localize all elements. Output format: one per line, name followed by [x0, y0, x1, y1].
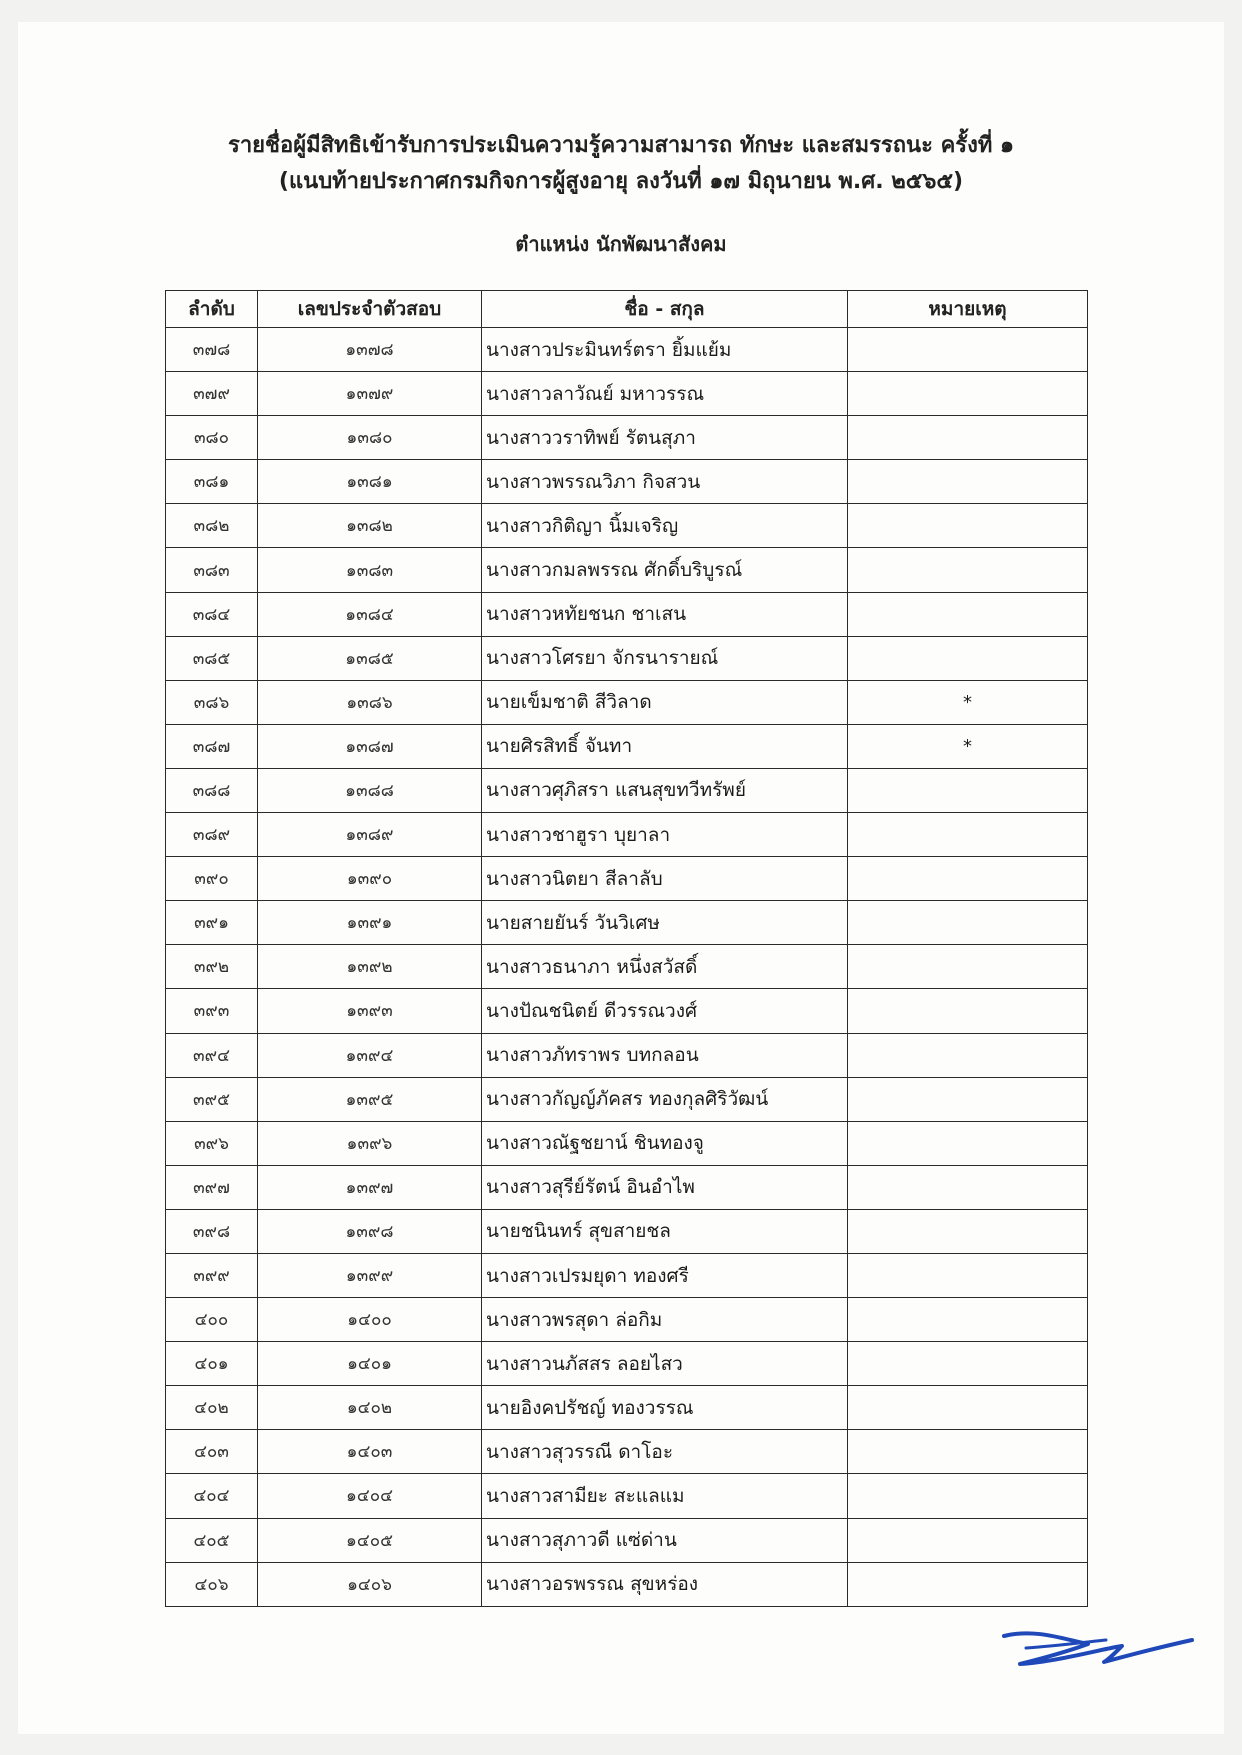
row-remark — [848, 1121, 1088, 1165]
row-remark — [848, 768, 1088, 812]
table-header-row — [166, 291, 1088, 328]
row-remark — [848, 416, 1088, 460]
row-full-name: นางสาวโศรยา จักรนารายณ์ — [482, 636, 848, 680]
row-order-number: ๓๘๗ — [166, 724, 258, 768]
row-remark — [848, 1342, 1088, 1386]
row-order-number: ๓๙๙ — [166, 1253, 258, 1297]
table-row — [166, 592, 1088, 636]
row-full-name: นางสาวณัฐชยาน์ ชินทองจู — [482, 1121, 848, 1165]
row-remark — [848, 813, 1088, 857]
row-exam-id: ๑๓๗๙ — [258, 372, 482, 416]
row-order-number: ๔๐๐ — [166, 1298, 258, 1342]
row-remark — [848, 1430, 1088, 1474]
row-remark — [848, 901, 1088, 945]
column-header-name: ชื่อ - สกุล — [482, 291, 848, 328]
row-exam-id: ๑๓๘๐ — [258, 416, 482, 460]
row-remark — [848, 945, 1088, 989]
row-exam-id: ๑๓๙๕ — [258, 1077, 482, 1121]
row-exam-id: ๑๓๘๒ — [258, 504, 482, 548]
row-full-name: นางสาวกิติญา นิ้มเจริญ — [482, 504, 848, 548]
table-row — [166, 680, 1088, 724]
column-header-order: ลำดับ — [166, 291, 258, 328]
row-full-name: นายเข็มชาติ สีวิลาด — [482, 680, 848, 724]
table-row — [166, 1121, 1088, 1165]
document-title: รายชื่อผู้มีสิทธิเข้ารับการประเมินความรู้ความสามารถ ทักษะ และสมรรถนะ ครั้งที่ ๑ — [228, 133, 1014, 158]
position-title: ตำแหน่ง นักพัฒนาสังคม — [515, 232, 727, 256]
row-full-name: นางสาวกัญญ์ภัคสร ทองกุลศิริวัฒน์ — [482, 1077, 848, 1121]
row-remark — [848, 460, 1088, 504]
table-row — [166, 416, 1088, 460]
row-remark — [848, 1386, 1088, 1430]
row-full-name: นายอิงคปรัชญ์ ทองวรรณ — [482, 1386, 848, 1430]
row-remark — [848, 1209, 1088, 1253]
row-exam-id: ๑๓๘๖ — [258, 680, 482, 724]
row-remark — [848, 548, 1088, 592]
row-order-number: ๓๙๐ — [166, 857, 258, 901]
row-order-number: ๓๘๖ — [166, 680, 258, 724]
table-body — [166, 328, 1088, 1607]
row-remark — [848, 372, 1088, 416]
row-remark — [848, 1562, 1088, 1606]
table-row — [166, 901, 1088, 945]
document-subtitle: (แนบท้ายประกาศกรมกิจการผู้สูงอายุ ลงวันที่ ๑๗ มิถุนายน พ.ศ. ๒๕๖๕) — [278, 169, 964, 194]
table-row — [166, 1562, 1088, 1606]
row-order-number: ๓๘๙ — [166, 813, 258, 857]
row-exam-id: ๑๔๐๖ — [258, 1562, 482, 1606]
row-exam-id: ๑๓๙๑ — [258, 901, 482, 945]
row-remark — [848, 857, 1088, 901]
row-remark — [848, 1077, 1088, 1121]
row-order-number: ๓๘๓ — [166, 548, 258, 592]
row-order-number: ๔๐๖ — [166, 1562, 258, 1606]
row-full-name: นางสาวพรรณวิภา กิจสวน — [482, 460, 848, 504]
column-header-remark: หมายเหตุ — [848, 291, 1088, 328]
row-order-number: ๓๘๐ — [166, 416, 258, 460]
row-remark — [848, 1253, 1088, 1297]
row-exam-id: ๑๔๐๐ — [258, 1298, 482, 1342]
row-exam-id: ๑๓๙๔ — [258, 1033, 482, 1077]
table-row — [166, 1386, 1088, 1430]
row-exam-id: ๑๔๐๑ — [258, 1342, 482, 1386]
table-row — [166, 724, 1088, 768]
table-row — [166, 328, 1088, 372]
row-exam-id: ๑๓๙๙ — [258, 1253, 482, 1297]
row-exam-id: ๑๔๐๓ — [258, 1430, 482, 1474]
row-full-name: นางสาวสุวรรณี ดาโอะ — [482, 1430, 848, 1474]
row-order-number: ๔๐๔ — [166, 1474, 258, 1518]
row-order-number: ๔๐๑ — [166, 1342, 258, 1386]
row-remark — [848, 989, 1088, 1033]
row-full-name: นางสาวสามียะ สะแลแม — [482, 1474, 848, 1518]
row-full-name: นางสาวสุรีย์รัตน์ อินอำไพ — [482, 1165, 848, 1209]
row-order-number: ๔๐๒ — [166, 1386, 258, 1430]
row-order-number: ๔๐๓ — [166, 1430, 258, 1474]
row-exam-id: ๑๓๙๘ — [258, 1209, 482, 1253]
row-order-number: ๓๙๑ — [166, 901, 258, 945]
row-full-name: นางสาวประมินทร์ตรา ยิ้มแย้ม — [482, 328, 848, 372]
table-row — [166, 1342, 1088, 1386]
row-full-name: นางสาวสุภาวดี แซ่ด่าน — [482, 1518, 848, 1562]
row-order-number: ๓๙๖ — [166, 1121, 258, 1165]
row-remark: * — [848, 680, 1088, 724]
row-full-name: นายสายยันร์ วันวิเศษ — [482, 901, 848, 945]
row-remark — [848, 1298, 1088, 1342]
row-exam-id: ๑๔๐๒ — [258, 1386, 482, 1430]
row-full-name: นางสาววราทิพย์ รัตนสุภา — [482, 416, 848, 460]
row-full-name: นางสาวลาวัณย์ มหาวรรณ — [482, 372, 848, 416]
table-row — [166, 1518, 1088, 1562]
row-full-name: นางสาวพรสุดา ล่อกิม — [482, 1298, 848, 1342]
row-exam-id: ๑๔๐๔ — [258, 1474, 482, 1518]
row-full-name: นางสาวเปรมยุดา ทองศรี — [482, 1253, 848, 1297]
row-full-name: นางสาวศุภิสรา แสนสุขทวีทรัพย์ — [482, 768, 848, 812]
row-full-name: นายชนินทร์ สุขสายชล — [482, 1209, 848, 1253]
row-remark: * — [848, 724, 1088, 768]
row-remark — [848, 504, 1088, 548]
row-exam-id: ๑๓๙๖ — [258, 1121, 482, 1165]
table-row — [166, 1033, 1088, 1077]
row-full-name: นางสาวธนาภา หนึ่งสวัสดิ์ — [482, 945, 848, 989]
row-order-number: ๓๙๒ — [166, 945, 258, 989]
row-order-number: ๓๗๘ — [166, 328, 258, 372]
row-exam-id: ๑๓๘๗ — [258, 724, 482, 768]
table-row — [166, 945, 1088, 989]
row-remark — [848, 592, 1088, 636]
row-exam-id: ๑๓๘๑ — [258, 460, 482, 504]
row-full-name: นางสาวนิตยา สีลาลับ — [482, 857, 848, 901]
table-row — [166, 1298, 1088, 1342]
row-remark — [848, 1474, 1088, 1518]
table-row — [166, 768, 1088, 812]
table-row — [166, 548, 1088, 592]
row-order-number: ๓๘๒ — [166, 504, 258, 548]
row-full-name: นางสาวหทัยชนก ชาเสน — [482, 592, 848, 636]
row-full-name: นางสาวนภัสสร ลอยไสว — [482, 1342, 848, 1386]
row-exam-id: ๑๓๙๓ — [258, 989, 482, 1033]
row-order-number: ๓๙๕ — [166, 1077, 258, 1121]
row-full-name: นางปัณชนิตย์ ดีวรรณวงศ์ — [482, 989, 848, 1033]
table-row — [166, 504, 1088, 548]
row-exam-id: ๑๓๙๒ — [258, 945, 482, 989]
row-exam-id: ๑๓๙๗ — [258, 1165, 482, 1209]
row-order-number: ๓๙๔ — [166, 1033, 258, 1077]
row-full-name: นางสาวอรพรรณ สุขหร่อง — [482, 1562, 848, 1606]
table-row — [166, 1209, 1088, 1253]
row-full-name: นางสาวชาฮูรา บุยาลา — [482, 813, 848, 857]
row-exam-id: ๑๔๐๕ — [258, 1518, 482, 1562]
table-row — [166, 989, 1088, 1033]
row-order-number: ๓๙๓ — [166, 989, 258, 1033]
row-order-number: ๔๐๕ — [166, 1518, 258, 1562]
row-order-number: ๓๘๘ — [166, 768, 258, 812]
row-order-number: ๓๘๕ — [166, 636, 258, 680]
row-full-name: นางสาวภัทราพร บทกลอน — [482, 1033, 848, 1077]
row-order-number: ๓๗๙ — [166, 372, 258, 416]
handwritten-signature-icon — [996, 1618, 1216, 1678]
table-row — [166, 1430, 1088, 1474]
table-row — [166, 460, 1088, 504]
row-remark — [848, 1518, 1088, 1562]
row-order-number: ๓๙๗ — [166, 1165, 258, 1209]
table-row — [166, 1474, 1088, 1518]
table-row — [166, 1077, 1088, 1121]
candidate-table — [165, 290, 1088, 1607]
row-exam-id: ๑๓๘๕ — [258, 636, 482, 680]
column-header-exam-id: เลขประจำตัวสอบ — [258, 291, 482, 328]
row-exam-id: ๑๓๘๘ — [258, 768, 482, 812]
row-remark — [848, 1033, 1088, 1077]
table-row — [166, 636, 1088, 680]
table-row — [166, 857, 1088, 901]
row-order-number: ๓๘๔ — [166, 592, 258, 636]
row-exam-id: ๑๓๗๘ — [258, 328, 482, 372]
table-row — [166, 372, 1088, 416]
row-order-number: ๓๘๑ — [166, 460, 258, 504]
row-full-name: นางสาวกมลพรรณ ศักดิ์บริบูรณ์ — [482, 548, 848, 592]
row-remark — [848, 1165, 1088, 1209]
row-order-number: ๓๙๘ — [166, 1209, 258, 1253]
row-exam-id: ๑๓๘๓ — [258, 548, 482, 592]
row-exam-id: ๑๓๘๔ — [258, 592, 482, 636]
row-remark — [848, 636, 1088, 680]
row-exam-id: ๑๓๙๐ — [258, 857, 482, 901]
row-remark — [848, 328, 1088, 372]
table-row — [166, 813, 1088, 857]
table-row — [166, 1253, 1088, 1297]
row-exam-id: ๑๓๘๙ — [258, 813, 482, 857]
table-row — [166, 1165, 1088, 1209]
row-full-name: นายศิรสิทธิ์ จันทา — [482, 724, 848, 768]
